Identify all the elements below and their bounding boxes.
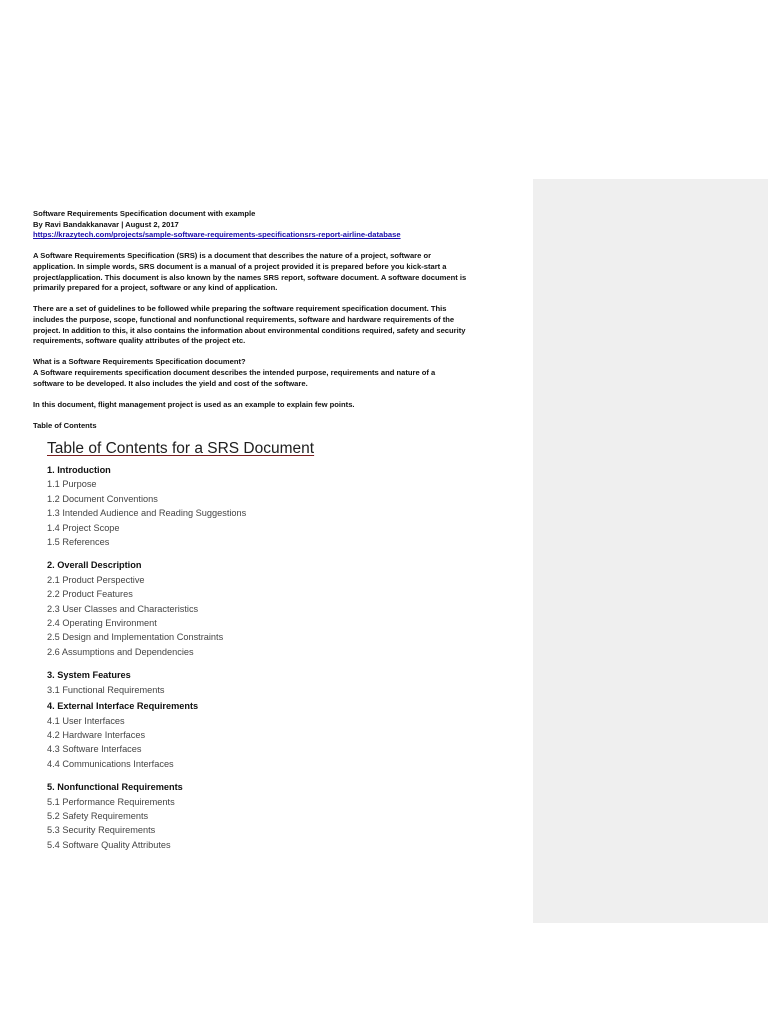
toc-item: 2.6 Assumptions and Dependencies [47, 646, 194, 657]
toc-item: 1.1 Purpose [47, 479, 97, 490]
answer-line: software to be developed. It also includes the yield and cost of the software. [33, 378, 308, 388]
toc-item: 5.1 Performance Requirements [47, 796, 175, 807]
toc-item: 4.2 Hardware Interfaces [47, 729, 146, 740]
guidelines-line: project. In addition to this, it also contains the information about environmental conditions required, safety and security [33, 325, 466, 335]
guidelines-line: There are a set of guidelines to be followed while preparing the software requirement specification document. This [33, 304, 447, 314]
toc-item: 2.2 Product Features [47, 589, 133, 600]
toc-item: 1.2 Document Conventions [47, 493, 158, 504]
toc-item: 4.3 Software Interfaces [47, 744, 142, 755]
toc-section-heading: 3. System Features [47, 670, 131, 681]
comment-margin-pane [533, 179, 768, 923]
toc-item: 5.2 Safety Requirements [47, 810, 149, 821]
toc-item: 2.3 User Classes and Characteristics [47, 603, 199, 614]
toc-item: 2.5 Design and Implementation Constraints [47, 632, 224, 643]
toc-item: 5.4 Software Quality Attributes [47, 839, 171, 850]
toc-section-heading: 4. External Interface Requirements [47, 701, 199, 712]
document-title: Software Requirements Specification document with example [33, 209, 256, 218]
guidelines-line: requirements, software quality attributes of the project etc. [33, 336, 246, 346]
toc-image [47, 440, 467, 852]
byline: By Ravi Bandakkanavar | August 2, 2017 [33, 219, 179, 229]
toc-item: 4.4 Communications Interfaces [47, 758, 174, 769]
answer-line: A Software requirements specification document describes the intended purpose, requirements and nature of a [33, 367, 436, 377]
source-link[interactable]: https://krazytech.com/projects/sample-software-requirements-specificationsrs-report-airline-database [33, 230, 401, 240]
document-body [33, 209, 503, 431]
toc-item: 1.5 References [47, 537, 110, 548]
intro-line: application. In simple words, SRS document is a manual of a project provided it is prepared before you kick-start a [33, 261, 447, 271]
intro-line: A Software Requirements Specification (SRS) is a document that describes the nature of a project, software or [33, 251, 432, 261]
toc-item: 1.3 Intended Audience and Reading Suggestions [47, 508, 247, 519]
toc-item: 2.1 Product Perspective [47, 574, 145, 585]
example-note: In this document, flight management project is used as an example to explain few points. [33, 399, 355, 409]
toc-item: 3.1 Functional Requirements [47, 684, 165, 695]
toc-item: 2.4 Operating Environment [47, 618, 157, 629]
guidelines-line: includes the purpose, scope, functional and nonfunctional requirements, software and hardware requirements of the [33, 314, 455, 324]
intro-line: project/application. This document is also known by the names SRS report, software document. A software document is [33, 272, 467, 282]
question-heading: What is a Software Requirements Specification document? [33, 357, 246, 367]
toc-section-heading: 5. Nonfunctional Requirements [47, 782, 183, 793]
toc-section-heading: 2. Overall Description [47, 560, 142, 571]
toc-label: Table of Contents [33, 420, 97, 430]
toc-item: 4.1 User Interfaces [47, 715, 125, 726]
intro-line: primarily prepared for a project, software or any kind of application. [33, 283, 278, 293]
toc-item: 1.4 Project Scope [47, 522, 120, 533]
toc-item: 5.3 Security Requirements [47, 825, 156, 836]
toc-section-heading: 1. Introduction [47, 465, 111, 475]
toc-title: Table of Contents for a SRS Document [47, 440, 315, 457]
